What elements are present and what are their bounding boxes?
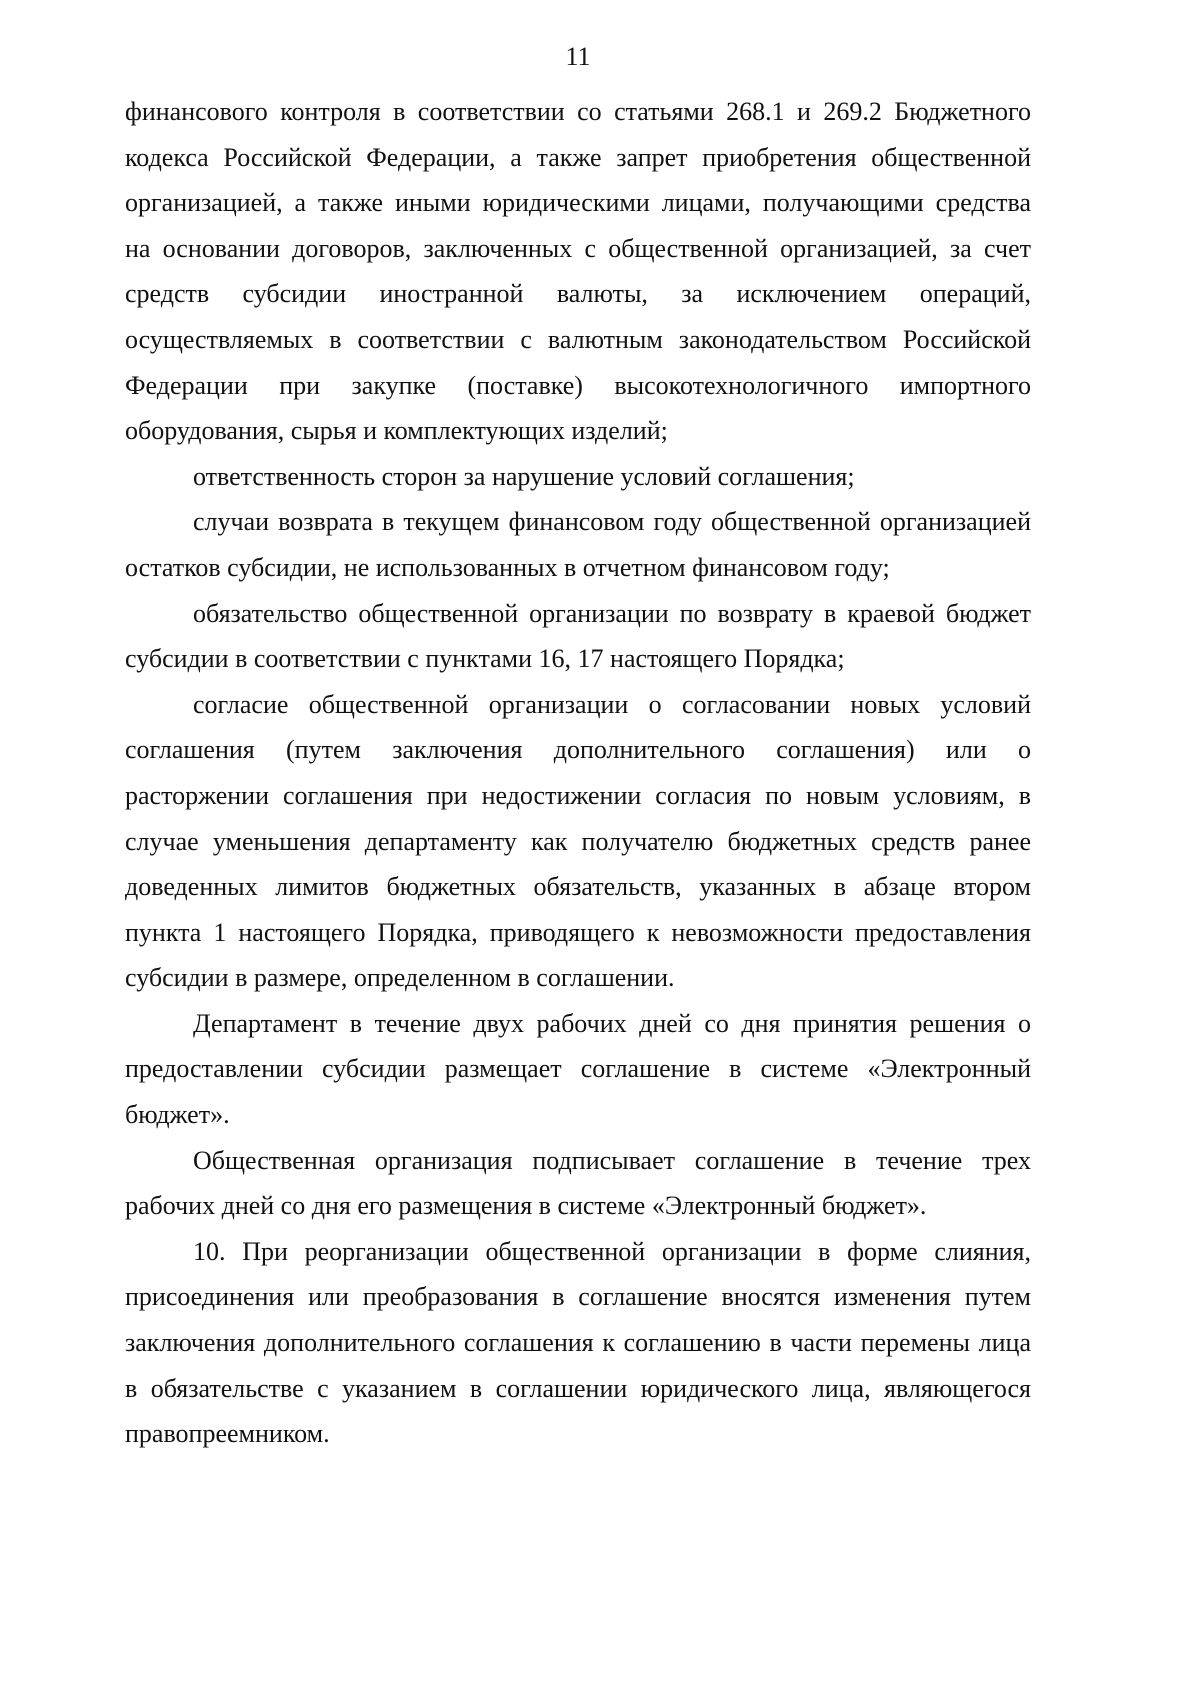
text-line: средств субсидии иностранной валюты, за исключением операций, <box>125 279 1031 309</box>
text-line: предоставлении субсидии размещает соглашение в системе «Электронный <box>125 1054 1031 1084</box>
text-line: организацией, а также иными юридическими лицами, получающими средства <box>125 188 1031 218</box>
paragraph <box>125 591 1031 682</box>
text-line: Федерации при закупке (поставке) высокотехнологичного импортного <box>125 370 1031 400</box>
text-line: остатков субсидии, не использованных в отчетном финансовом году; <box>125 552 890 582</box>
text-line: оборудования, сырья и комплектующих изделий; <box>125 416 668 446</box>
text-line: на основании договоров, заключенных с общественной организацией, за счет <box>125 233 1031 263</box>
text-line: правопреемником. <box>125 1419 330 1449</box>
text-line: в обязательстве с указанием в соглашении юридического лица, являющегося <box>125 1373 1031 1403</box>
text-line: пункта 1 настоящего Порядка, приводящего к невозможности предоставления <box>125 917 1031 947</box>
text-line: рабочих дней со дня его размещения в системе «Электронный бюджет». <box>125 1191 927 1221</box>
text-line: 10. При реорганизации общественной организации в форме слияния, <box>193 1236 1031 1266</box>
paragraph <box>125 1138 1031 1229</box>
text-line: финансового контроля в соответствии со статьями 268.1 и 269.2 Бюджетного <box>125 97 1031 126</box>
text-line: заключения дополнительного соглашения к соглашению в части перемены лица <box>125 1328 1031 1358</box>
text-line: соглашения (путем заключения дополнительного соглашения) или о <box>125 735 1031 765</box>
paragraph <box>125 499 1031 590</box>
text-line: согласие общественной организации о согласовании новых условий <box>193 689 1031 719</box>
text-line: случае уменьшения департаменту как получателю бюджетных средств ранее <box>125 826 1031 856</box>
text-line: присоединения или преобразования в соглашение вносятся изменения путем <box>125 1282 1031 1312</box>
text-line: осуществляемых в соответствии с валютным законодательством Российской <box>125 324 1031 354</box>
paragraph <box>125 682 1031 1001</box>
text-line: Общественная организация подписывает соглашение в течение трех <box>193 1145 1031 1175</box>
paragraph <box>125 454 1031 500</box>
page-number: 11 <box>565 42 591 71</box>
text-line: обязательство общественной организации по возврату в краевой бюджет <box>193 598 1031 628</box>
paragraph <box>125 89 1031 454</box>
text-line: ответственность сторон за нарушение условий соглашения; <box>193 461 855 491</box>
text-line: субсидии в соответствии с пунктами 16, 17 настоящего Порядка; <box>125 644 845 674</box>
document-body <box>125 89 1031 1457</box>
paragraph <box>125 1001 1031 1138</box>
text-line: случаи возврата в текущем финансовом году общественной организацией <box>193 507 1031 537</box>
text-line: расторжении соглашения при недостижении согласия по новым условиям, в <box>125 780 1031 810</box>
text-line: бюджет». <box>125 1100 230 1130</box>
text-line: субсидии в размере, определенном в соглашении. <box>125 963 675 993</box>
paragraph <box>125 1229 1031 1457</box>
text-line: доведенных лимитов бюджетных обязательств, указанных в абзаце втором <box>125 872 1031 902</box>
text-line: Департамент в течение двух рабочих дней со дня принятия решения о <box>193 1008 1031 1038</box>
text-line: кодекса Российской Федерации, а также запрет приобретения общественной <box>125 142 1031 172</box>
